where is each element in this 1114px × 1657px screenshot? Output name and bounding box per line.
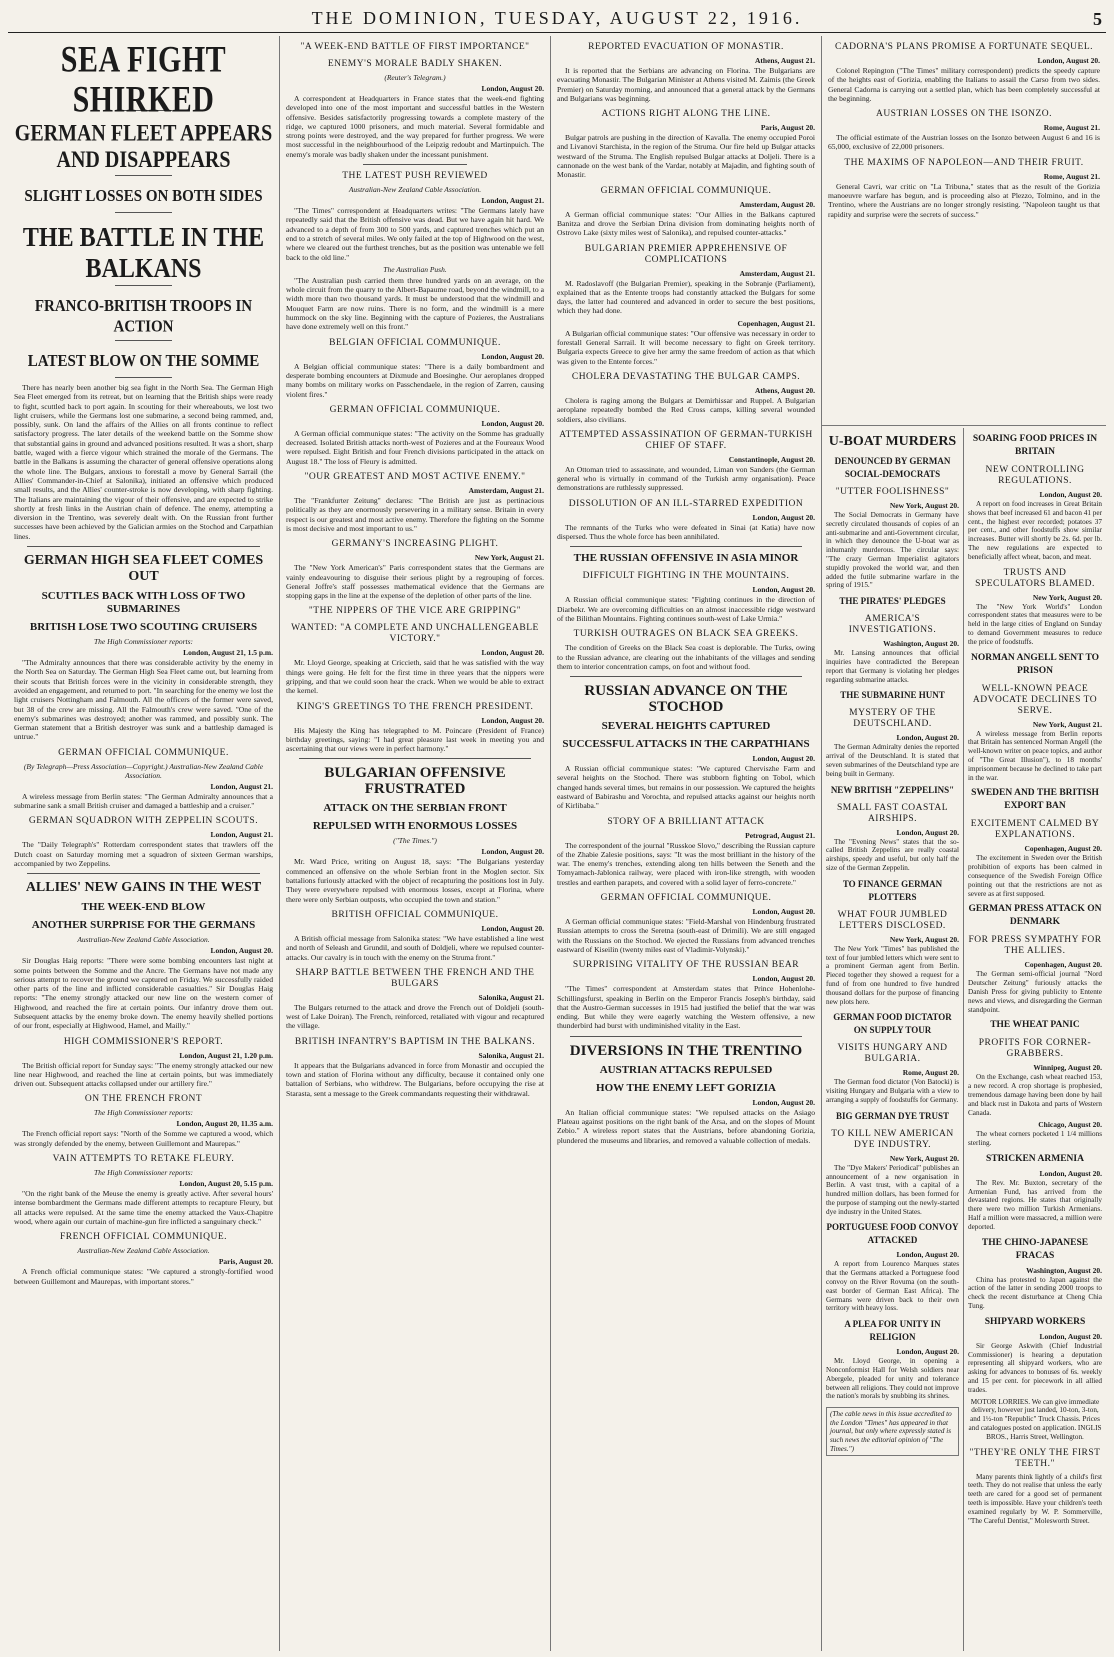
headline-uboat-murders: U-BOAT MURDERS <box>828 434 957 449</box>
article-body: The official estimate of the Austrian losses on the Isonzo between August 6 and 16 is 65,000, exclusive of 22,000 prisoners. <box>828 133 1100 152</box>
article-body: The remnants of the Turks who were defeated in Sinai (at Katia) have now dispersed. Thus the whole force has been annihilated. <box>557 522 815 542</box>
section-head: "UTTER FOOLISHNESS" <box>835 487 950 497</box>
columns <box>8 36 1106 1651</box>
credit: Australian-New Zealand Cable Association. <box>348 185 482 195</box>
article-body: The "Evening News" states that the so-called British Zeppelins are really coastal airships, speedy and useful, but only half the size of the German Zeppelin. <box>826 837 959 872</box>
section-head: PROFITS FOR CORNER-GRABBERS. <box>978 1038 1092 1060</box>
dateline: Chicago, August 20. <box>1038 1120 1102 1130</box>
advert-dentist: Many parents think lightly of a child's first teeth. They do not realise that unless the early teeth are cared for a good set of permanent teeth is impossible. Have your children's teeth examined regularly by W. P. Sommerville, "The Careful Dentist," Molesworth Street. <box>968 1472 1102 1525</box>
article-body: The French official report says: "North of the Somme we captured a wood, which was strongly defended by the enemy, between Guillemont and Maurepas." <box>14 1129 273 1148</box>
article-body: The "Dye Makers' Periodical" publishes an announcement of a new organisation in Berlin. A vast trust, with a capital of a hundred million dollars, has been formed for the purpose of stamping out the newly-started dye industry in the United States. <box>826 1163 959 1216</box>
article-body: A Russian official communique states: "We captured Cherviszhe Farm and several heights on the Stochod. There was stubborn fighting on Tobol, which changed hands several times, but remains in our possession. We captured the heights eastward of Babirashu and Vorochta, and repulsed attacks against our heights north of Kirlibaba." <box>557 764 815 811</box>
section-head: "A WEEK-END BATTLE OF FIRST IMPORTANCE" <box>300 42 530 52</box>
section-head: VAIN ATTEMPTS TO RETAKE FLEURY. <box>52 1154 235 1165</box>
dateline: Rome, August 21. <box>1043 123 1100 133</box>
headline-stricken-armenia: STRICKEN ARMENIA <box>986 1153 1084 1164</box>
dateline: London, August 21. <box>481 196 544 206</box>
subhead: The Australian Push. <box>383 264 447 274</box>
section-head: VISITS HUNGARY AND BULGARIA. <box>837 1043 948 1065</box>
divider <box>570 546 802 547</box>
dateline: Winnipeg, August 20. <box>1033 1063 1102 1073</box>
headline-dye-trust: BIG GERMAN DYE TRUST <box>835 1110 950 1121</box>
column-4-left <box>822 428 964 1651</box>
article-body: The New York "Times" has published the text of four jumbled letters which were sent to a prominent German agent from Berlin. Pieced together they showed a request for a fund of from one hundred to five hundred thousand dollars for the purpose of financing new plots here. <box>826 944 959 1006</box>
credit: ("The Times.") <box>393 836 437 846</box>
credit: The High Commissioner reports: <box>93 1108 194 1118</box>
article-body: A German official communique states: "Field-Marshal von Hindenburg frustrated Russian attempts to cross the Seretna (south-east of Drimili). We are still engaged with the Russians on the Stochod. We ejected the Russians from advanced trenches eastward of Kiseilin (twenty miles east of Vladimir-Volynski)." <box>557 917 815 954</box>
article-body: A wireless message from Berlin states: "The German Admiralty announces that a submarine sank a small British cruiser and damaged a battleship and a cruiser." <box>14 791 273 811</box>
masthead-title: THE DOMINION, TUESDAY, AUGUST 22, 1916. <box>311 8 803 28</box>
intro-paragraph: There has nearly been another big sea fight in the North Sea. The German High Sea Fleet emerged from its retreat, but on learning that the British ships were ready to fight, scuttled back to port again. In scouting for their whereabouts, we lost two light cruisers, while the Germans lost one submarine, a second being rammed, and, possibly, sunk. On land the affairs of the Allies on all fronts continue to reflect satisfactory progress. The later details of the weekend battle on the Somme show that substantial gains in ground and advanced positions resulted. It was a short, sharp battle, waged with a fierce vigour which strained the morale of the Germans. The battle in the Balkans is assuming the character of general offensive operations along the whole line. The Bulgars, anxious to forestall a move by General Sarrail (the Allies' Commander-in-Chief at Salonika), initiated an offensive which produced small results, and the Allies' counter-stroke is now developing, with sharp fighting. The Italians are maintaining the vigour of their offensive, and are expected to strike shortly at fresh links in the Austrian chain of defence. The enemy, attempting a diversion in the Trentino, was severely dealt with. On the Russian front further successes have been achieved by the Galician armies on the Stochod and Carpathian lines. <box>14 383 273 541</box>
headline-bulgarian-offensive: BULGARIAN OFFENSIVE FRUSTRATED <box>324 765 506 798</box>
headline-british-lose: BRITISH LOSE TWO SCOUTING CRUISERS <box>29 621 258 634</box>
column-3 <box>551 36 822 1651</box>
dateline: London, August 20. <box>1037 56 1100 65</box>
section-head: CADORNA'S PLANS PROMISE A FORTUNATE SEQUEL. <box>834 42 1094 52</box>
headline-latest-blow: LATEST BLOW ON THE SOMME <box>27 352 260 371</box>
article-body: A Belgian official communique states: "There is a daily bombardment and desperate bombing encounters at Dixmude and Boesinghe. Our aeroplanes dropped many bombs on military works on Passchendaele, in the region of Zarren, causing violent fires." <box>286 361 544 399</box>
divider <box>570 676 802 677</box>
section-head: FOR PRESS SYMPATHY FOR THE ALLIES. <box>968 935 1102 957</box>
article-body: A Russian official communique states: "Fighting continues in the direction of Diarbekr. We are overcoming difficulties on an almost inaccessible ridge westward of the Bilithan Mountains. Fighting continues south-west of Lake Urmia." <box>557 595 815 623</box>
headline-food-dictator: GERMAN FOOD DICTATOR ON SUPPLY TOUR <box>833 1012 952 1036</box>
headline-sea-fight: SEA FIGHT SHIRKED <box>60 38 227 120</box>
dateline: Salonika, August 21. <box>478 1050 544 1060</box>
masthead <box>8 6 1106 33</box>
section-head: GERMAN OFFICIAL COMMUNIQUE. <box>600 185 772 196</box>
credit: (Reuter's Telegram.) <box>384 73 446 82</box>
article-body: A British official message from Salonika states: "We have established a line west and north of Seleash and Grundil, and south of Doldjeli, where we repulsed counter-attacks. Our cavalry is in touch with the enemy on the Struma front." <box>286 933 544 962</box>
section-head: TRUSTS AND SPECULATORS BLAMED. <box>975 567 1095 589</box>
section-head: HIGH COMMISSIONER'S REPORT. <box>63 1036 224 1047</box>
article-body: A German official communique states: "Our Allies in the Balkans captured Banitza and drove the Serbian Drina division from dominating heights north of Ostrovo Lake (sixty miles west of Salonika), and repulsed counter-attacks." <box>557 209 815 238</box>
article-body: An Ottoman tried to assassinate, and wounded, Liman von Sanders (the German general who is virtually in command of the Turkish army organisation). Peace demonstrations are ruthlessly suppressed. <box>557 464 815 493</box>
dateline: London, August 20. <box>481 351 544 361</box>
section-head: AMERICA'S INVESTIGATIONS. <box>848 614 937 636</box>
headline-repulsed: REPULSED WITH ENORMOUS LOSSES <box>312 820 518 833</box>
dateline: New York, August 21. <box>1032 719 1102 729</box>
section-head: GERMANY'S INCREASING PLIGHT. <box>331 539 499 550</box>
section-head: BULGARIAN PREMIER APPREHENSIVE OF COMPLICATIONS <box>584 243 788 265</box>
article-body: A report from Lourenco Marques states that the Germans attacked a Portuguese food convoy on the River Rovuma (on the south-east border of German East Africa). The Germans were driven back to their own territory with heavy loss. <box>826 1260 959 1313</box>
divider <box>299 758 531 759</box>
editorial-note: (The cable news in this issue accredited to the London "Times" has appeared in that journal, but only where expressly stated is such news the editorial opinion of "The Times.") <box>826 1407 959 1456</box>
section-head: ATTEMPTED ASSASSINATION OF GERMAN-TURKISH CHIEF OF STAFF. <box>559 429 813 451</box>
dateline: London, August 20. <box>752 1097 815 1107</box>
headline-sweden-export: SWEDEN AND THE BRITISH EXPORT BAN <box>971 788 1099 812</box>
article-body: The British official report for Sunday says: "The enemy strongly attacked our new line near Highwood, and reached the line at certain points, but was immediately driven out. Subsequent attacks collapsed under our artillery fire." <box>14 1060 273 1089</box>
dateline: Copenhagen, August 21. <box>737 318 815 328</box>
section-head: BRITISH OFFICIAL COMMUNIQUE. <box>331 909 499 920</box>
article-body: The German semi-official journal "Nord Deutscher Zeitung" furiously attacks the Danish Press for giving publicity to Entente news and views, and disregarding the German standpoint. <box>968 970 1102 1014</box>
article-body: It appears that the Bulgarians advanced in force from Monastir and occupied the town and station of Florina without any difficulty, because it contained only one battalion of Serbians, who withdrew. The Bulgarians, before occupying the rise at Starasta, sent a message to the Greek commandants requesting their withdrawal. <box>286 1060 544 1098</box>
section-head: TURKISH OUTRAGES ON BLACK SEA GREEKS. <box>573 629 799 640</box>
section-head: SURPRISING VITALITY OF THE RUSSIAN BEAR <box>572 960 800 971</box>
headline-british-zeppelins: NEW BRITISH "ZEPPELINS" <box>830 784 955 795</box>
dateline: London, August 20. <box>896 1250 959 1260</box>
headline-scuttles-back: SCUTTLES BACK WITH LOSS OF TWO SUBMARINES <box>41 590 246 616</box>
article-body: An Italian official communique states: "We repulsed attacks on the Asiago Plateau against positions on the right bank of the Arsa, and on the slopes of Mount Zebio." A wireless report states that the Austrians, before abandoning Gorizia, plundered the museums and libraries, and removed a valuable collection of medals. <box>557 1107 815 1145</box>
article-body: "On the right bank of the Meuse the enemy is greatly active. After several hours' intense bombardment the Germans made different attempts to recapture Fleury, but all attacks were repulsed. At the same time the enemy attacked the Vaux-Chapitre wood, where again our curtain of machine-gun fire inflicted a sanguinary check." <box>14 1189 273 1226</box>
headline-pirates-pledges: THE PIRATES' PLEDGES <box>839 596 946 607</box>
dateline: London, August 20. <box>896 827 959 837</box>
article-body: His Majesty the King has telegraphed to M. Poincare (President of France) birthday greetings, saying: "I had great pleasure last week in meeting you and ascertaining that our views were in perfect harmony." <box>286 725 544 754</box>
headline-food-prices: SOARING FOOD PRICES IN BRITAIN <box>972 434 1098 457</box>
divider <box>115 212 172 213</box>
headline-unity-religion: A PLEA FOR UNITY IN RELIGION <box>844 1319 941 1343</box>
dateline: New York, August 20. <box>889 1153 959 1163</box>
article-body: A Bulgarian official communique states: "Our offensive was necessary in order to forestall General Sarrail. It will become necessary to fight on Greek territory. Bulgaria expects Greece to give her army the same freedom of action as that which was given to the Entente forces." <box>557 328 815 366</box>
dateline: London, August 21, 1.20 p.m. <box>179 1050 273 1060</box>
headline-franco-british: FRANCO-BRITISH TROOPS IN ACTION <box>34 297 253 337</box>
dateline: London, August 20. <box>481 648 544 658</box>
article-body: The condition of Greeks on the Black Sea coast is deplorable. The Turks, owing to the Russian advance, are clearing out the inhabitants of the villages and sending them to interior concentration camps, on foot and without food. <box>557 643 815 671</box>
section-head: "THEY'RE ONLY THE FIRST TEETH." <box>969 1447 1101 1469</box>
dateline: London, August 20. <box>1039 1331 1102 1341</box>
dateline: Athens, August 21. <box>754 56 815 65</box>
article-body: The Social Democrats in Germany have secretly circulated thousands of copies of an anti-submarine and anti-Government circular, in which they denounce the U-boat war as inhumanly murderous. The circular says: "The crazy German Imperialist agitators stupidly provoked the world war, and then added the futile submarine warfare in the spring of 1915." <box>826 511 959 590</box>
credit: Australian-New Zealand Cable Association. <box>77 935 210 945</box>
divider <box>570 1036 802 1037</box>
article-body: Sir George Askwith (Chief Industrial Commissioner) is hearing a deputation representing all shipyard workers, who are asking for advances to bonuses of 6s. weekly and 15 per cent. for piecework in all allied trades. <box>968 1341 1102 1394</box>
article-body: Sir Douglas Haig reports: "There were some bombing encounters last night at some points between the Somme and the Ancre. The Germans have not made any serious attempt to recover the ground we captured on Friday. We successfully raided other parts of the line and inflicted considerable casualties." Sir Douglas Haig reports: "The enemy strongly attacked our new line on the western corner of Highwood, and reached the fire at certain points. Our infantry drove them out. Subsequent attacks by the enemy broke down. The enemy heavily shelled portions of our front, especially at Highwood, Hamel, and Mailly." <box>14 956 273 1031</box>
article-body: M. Radoslavoff (the Bulgarian Premier), speaking in the Sobranje (Parliament), explained that as the Entente troops had constantly attacked the Bulgars for some days, the latter had countered and advanced in order to secure the best positions, which they had done. <box>557 278 815 316</box>
dateline: London, August 20. <box>752 974 815 984</box>
section-head: WANTED: "A COMPLETE AND UNCHALLENGEABLE VICTORY." <box>291 623 539 645</box>
dateline: London, August 20. <box>752 585 815 595</box>
dateline: Constantinople, August 20. <box>728 454 815 464</box>
dateline: London, August 20. <box>481 715 544 725</box>
section-head: AUSTRIAN LOSSES ON THE ISONZO. <box>875 109 1053 120</box>
headline-shipyard-workers: SHIPYARD WORKERS <box>984 1316 1086 1327</box>
article-body: The Bulgars returned to the attack and drove the French out of Doldjeli (south-west of Lake Doiran). The French, reinforced, retaliated with vigour and recaptured the village. <box>286 1002 544 1031</box>
divider <box>27 546 260 547</box>
dateline: Rome, August 20. <box>902 1068 959 1078</box>
headline-heights-captured: SEVERAL HEIGHTS CAPTURED <box>601 720 771 733</box>
divider <box>115 377 172 378</box>
article-body: The "New York World's" London correspondent states that measures were to be held in the large cities of England on Sunday to demand Government measures to reduce the price of foodstuffs. <box>968 602 1102 646</box>
section-head: "OUR GREATEST AND MOST ACTIVE ENEMY." <box>304 472 526 483</box>
dateline: London, August 20. <box>896 1347 959 1357</box>
section-head: CHOLERA DEVASTATING THE BULGAR CAMPS. <box>571 371 801 382</box>
dateline: London, August 21. <box>210 781 273 791</box>
headline-austrian-attacks: AUSTRIAN ATTACKS REPULSED <box>599 1063 773 1076</box>
article-body: A German official communique states: "The activity on the Somme has gradually decreased. Isolated British attacks north-west of Pozieres and at the Foureaux Wood were repulsed. Eight British and four French divisions participated in the attack on August 18." The loss of Fleury is admitted. <box>286 428 544 466</box>
dateline: Petrograd, August 21. <box>745 830 815 840</box>
advert-motor-lorries: MOTOR LORRIES. We can give immediate delivery, however just landed, 10-ton, 3-ton, and 1½-ton "Republic" Truck Chassis. Prices and catalogues posted on application. INGLIS BROS., Harris Street, Wellington. <box>968 1397 1102 1441</box>
article-body: A wireless message from Berlin reports that Britain has sentenced Norman Angell (the well-known writer on peace topics, and author of "The Great Illusion"), to 18 months' imprisonment because he declined to take part in the war. <box>968 729 1102 782</box>
dateline: London, August 20. <box>752 907 815 917</box>
article-body: "The Times" correspondent at Headquarters writes: "The Germans lately have repeatedly said that the British offensive was dead. But we have again hit hard. We advanced to a depth of from 300 to 500 yards, and captured trenches which put an end to a stretch of several miles. We only failed at the top of Highwood on the west, where we cleared out the furthest trenches, but as the position was untenable we fell back to the old line." <box>286 206 544 262</box>
headline-battle-balkans: THE BATTLE IN THE BALKANS <box>22 223 265 284</box>
article-body: The Rev. Mr. Buxton, secretary of the Armenian Fund, has arrived from the devastated regions. He states that originally there were two million Turkish Armenians. Half a million were massacred, a million were deported. <box>968 1178 1102 1231</box>
dateline: London, August 21. <box>210 830 273 840</box>
section-head: MYSTERY OF THE DEUTSCHLAND. <box>849 708 936 730</box>
section-head: GERMAN OFFICIAL COMMUNIQUE. <box>329 404 501 415</box>
headline-trentino: DIVERSIONS IN THE TRENTINO <box>569 1042 803 1059</box>
headline-russian-stochod: RUSSIAN ADVANCE ON THE STOCHOD <box>584 683 788 716</box>
article-body: The "New York American's" Paris correspondent states that the Germans are vainly endeavouring to disguise their serious plight by a regrouping of forces. General Joffre's staff possesses mathematical evidence that the Germans are stopping gaps in the line at the expense of the depletion of other parts of the line. <box>286 563 544 601</box>
dateline: Rome, August 21. <box>1043 171 1100 181</box>
dateline: Copenhagen, August 20. <box>1024 844 1102 854</box>
column-4-top <box>822 36 1106 426</box>
dateline: London, August 20. <box>752 512 815 522</box>
section-head: WELL-KNOWN PEACE ADVOCATE DECLINES TO SERVE. <box>972 683 1098 716</box>
article-body: A correspondent at Headquarters in France states that the week-end fighting developed into one of the most important and successful battles in the Western offensive. Besides satisfactorily progressing towards a complete mastery of the ridge, we captured 1000 prisoners, and much material. Several formidable and strong points were destroyed, and the way prepared for further progress. We were most successful in the neighbourhood of the Leipzig redoubt and Martinpuich. The enemy's morale was badly shaken under the incessant punishment. <box>286 94 544 159</box>
headline-another-surprise: ANOTHER SURPRISE FOR THE GERMANS <box>31 919 256 932</box>
divider <box>115 285 172 286</box>
headline-norman-angell: NORMAN ANGELL SENT TO PRISON <box>970 652 1100 676</box>
dateline: London, August 20. <box>481 847 544 857</box>
headline-wheat-panic: THE WHEAT PANIC <box>990 1020 1080 1031</box>
section-head: BRITISH INFANTRY'S BAPTISM IN THE BALKANS. <box>294 1036 536 1047</box>
divider <box>115 340 172 341</box>
article-body: "The Australian push carried them three hundred yards on an average, on the whole circuit from the quarry to the Albert-Bapaume road, beyond the windmill, to a width more than two thousand yards. It must be understood that the windmill and Mouquet Farm are now ruins. There is no form, and the windmill is a mere hummock on the sky line. Beginning with the capture of Pozieres, the Australians have done extremely well on this front." <box>286 275 544 332</box>
dateline: Athens, August 20. <box>754 385 815 395</box>
divider <box>363 164 466 165</box>
article-body: "The Admiralty announces that there was considerable activity by the enemy in the North Sea on Saturday. The German High Sea Fleet came out, but learning from their scouts that British forces were in the vicinity in considerable strength, they avoided an engagement, and returned to port. "In searching for the enemy we lost the light cruisers Nottingham and Falmouth. All the officers of the former were saved, but 38 of the crew are missing. All the Falmouth's crew were saved. "One of the enemy's submarines was destroyed; another was rammed, and possibly sunk. The German statement that a British destroyer was sunk and a battleship damaged is untrue." <box>14 658 273 742</box>
article-body: "The Times" correspondent at Amsterdam states that Prince Hohenlohe-Schillingsfurst, speaking in Berlin on the Emperor Francis Joseph's birthday, said that the Austro-German successes in 1915 had justified the belief that the war was ending. But while they were eagerly watching the Western offensive, a new thunderbird had burst with undiminished vitality in the East. <box>557 984 815 1031</box>
article-body: The wheat corners pocketed 1 1/4 millions sterling. <box>968 1130 1102 1148</box>
article-body: Mr. Ward Price, writing on August 18, says: "The Bulgarians yesterday commenced an offensive on the whole Serbian front in the Moglen sector. Six battalions furiously attacked with the object of recapturing the positions lost in July. They were everywhere repulsed with enormous losses, except at Florina, where there were only Serbian outposts, who occupied the town and station." <box>286 857 544 904</box>
dateline: Paris, August 20. <box>218 1257 273 1267</box>
headline-portuguese-convoy: PORTUGUESE FOOD CONVOY ATTACKED <box>826 1222 959 1246</box>
headline-allies-gains: ALLIES' NEW GAINS IN THE WEST <box>25 880 262 896</box>
headline-serbian-front: ATTACK ON THE SERBIAN FRONT <box>323 802 507 815</box>
article-body: The excitement in Sweden over the British prohibition of exports has been calmed in consequence of the Swedish Foreign Office pointing out that the restrictions are not as severe as at first supposed. <box>968 854 1102 898</box>
article-body: The German Admiralty denies the reported arrival of the Deutschland. It is stated that seven submarines of the Deutschland type are being built in Germany. <box>826 743 959 778</box>
headline-slight-losses: SLIGHT LOSSES ON BOTH SIDES <box>24 187 263 206</box>
section-head: THE LATEST PUSH REVIEWED <box>342 171 488 182</box>
column-4 <box>822 36 1106 1651</box>
article-body: China has protested to Japan against the action of the latter in sending 2000 troops to check the recent disturbance at Cheng Chia Tung. <box>968 1275 1102 1311</box>
article-body: The "Frankfurter Zeitung" declares: "The British are just as pertinacious politically as they are enormously persevering in a military sense. Britain in every respect is our greatest and most active enemy. Therefore the fighting on the Somme is most decisive and most important to us." <box>286 496 544 533</box>
dateline: Washington, August 20. <box>1026 1265 1102 1275</box>
dateline: London, August 20, 5.15 p.m. <box>179 1179 273 1189</box>
article-body: It is reported that the Serbians are advancing on Florina. The Bulgarians are evacuating Monastir. The Bulgarian Minister at Athens visited M. Zaimis (the Greek Premier) on Saturday morning, and announced that a general attack by the Germans and Bulgarians was beginning. <box>557 66 815 103</box>
headline-carpathians: SUCCESSFUL ATTACKS IN THE CARPATHIANS <box>562 738 810 751</box>
dateline: New York, August 20. <box>889 501 959 510</box>
dateline: New York, August 20. <box>889 934 959 944</box>
dateline: Washington, August 20. <box>883 639 959 649</box>
dateline: New York, August 21. <box>474 553 544 563</box>
article-body: On the Exchange, cash wheat reached 153, a new record. A crop shortage is prophesied, tremendous damage having been done by hail and black rust in Dakota and parts of Western Canada. <box>968 1073 1102 1117</box>
column-2 <box>280 36 551 1651</box>
headline-weekend-blow: THE WEEK-END BLOW <box>81 901 206 914</box>
section-head: GERMAN OFFICIAL COMMUNIQUE. <box>58 747 229 758</box>
column-4-bottom <box>822 428 1106 1651</box>
divider <box>115 175 172 176</box>
article-body: Bulgar patrols are pushing in the direction of Kavalla. The enemy occupied Poroi and Livanovi Starchista, in the region of the Struma. Our fire held up Bulgar attacks westward of the Struma. The English repulsed Bulgar attacks at Doljeli. There is a cannonade on the west bank of the Vardar, notably at Majadin, and fighting south of Monastir. <box>557 133 815 180</box>
section-head: THE MAXIMS OF NAPOLEON—AND THEIR FRUIT. <box>844 157 1084 168</box>
dateline: Paris, August 20. <box>760 123 815 133</box>
article-body: General Cavri, war critic on "La Tribuna," states that as the result of the Gorizia manoeuvre warfare has begun, and is proceeding also at Plezzo, Tolmino, and in the Trentino, where the Austrians are no longer strongly resisting. "Napoleon taught us that rapidity and surprise were the secrets of success." <box>828 181 1100 219</box>
dateline: Amsterdam, August 21. <box>468 486 544 496</box>
dateline: London, August 20. <box>481 923 544 933</box>
section-head: GERMAN OFFICIAL COMMUNIQUE. <box>600 893 772 904</box>
dateline: New York, August 20. <box>1032 592 1102 602</box>
article-body: Cholera is raging among the Bulgars at Demirhissar and Ruppel. A Bulgarian aeroplane repeatedly bombed the Red Cross camps, killing several wounded soldiers, also civilians. <box>557 395 815 424</box>
section-head: TO KILL NEW AMERICAN DYE INDUSTRY. <box>831 1128 954 1150</box>
headline-german-fleet: GERMAN FLEET APPEARS AND DISAPPEARS <box>14 121 273 173</box>
column-1 <box>8 36 280 1651</box>
article-body: The German food dictator (Von Batocki) is visiting Hungary and Bulgaria with a view to arranging a supply of foodstuffs for Germany. <box>826 1078 959 1104</box>
headline-russian-asia: THE RUSSIAN OFFENSIVE IN ASIA MINOR <box>573 552 799 565</box>
article-body: Mr. Lloyd George, speaking at Criccieth, said that he was satisfied with the way things were going. He felt for the first time in three years that the nippers were gripping, and that we could soon hear the crack. When we would be able to extract the kernel. <box>286 658 544 696</box>
section-head: NEW CONTROLLING REGULATIONS. <box>985 465 1085 486</box>
credit: Australian-New Zealand Cable Association. <box>77 1246 210 1256</box>
dateline: Salonika, August 21. <box>478 992 544 1002</box>
section-head: ON THE FRENCH FRONT <box>84 1094 203 1105</box>
article-body: The "Daily Telegraph's" Rotterdam correspondent states that trawlers off the Dutch coast on Saturday morning met a squadron of sixteen German warships, accompanied by two Zeppelins. <box>14 840 273 868</box>
dateline: Amsterdam, August 20. <box>739 199 815 209</box>
dateline: London, August 20. <box>210 946 273 956</box>
page-number: 5 <box>1093 9 1102 29</box>
section-head: GERMAN SQUADRON WITH ZEPPELIN SCOUTS. <box>28 816 259 827</box>
credit: (By Telegraph—Press Association—Copyright.) Australian-New Zealand Cable Association. <box>23 761 264 780</box>
section-head: FRENCH OFFICIAL COMMUNIQUE. <box>59 1232 227 1243</box>
dateline: London, August 20. <box>1039 490 1102 499</box>
dateline: London, August 21, 1.5 p.m. <box>183 648 273 658</box>
article-body: A French official communique states: "We captured a strongly-fortified wood between Guillemont and Maurepas, with important stores." <box>14 1267 273 1286</box>
section-head: SMALL FAST COASTAL AIRSHIPS. <box>837 802 948 824</box>
headline-press-attack: GERMAN PRESS ATTACK ON DENMARK <box>968 904 1102 928</box>
section-head: WHAT FOUR JUMBLED LETTERS DISCLOSED. <box>837 909 948 931</box>
section-head: DIFFICULT FIGHTING IN THE MOUNTAINS. <box>582 571 790 582</box>
section-head: SHARP BATTLE BETWEEN THE FRENCH AND THE BULGARS <box>295 967 535 989</box>
section-head: STORY OF A BRILLIANT ATTACK <box>607 816 765 827</box>
dateline: London, August 20. <box>752 754 815 764</box>
section-head: ENEMY'S MORALE BADLY SHAKEN. <box>327 59 503 69</box>
article-body: The correspondent of the journal "Russkoe Slovo," describing the Russian capture of the Zhabie Zalesie positions, says: "It was the most brilliant in the history of the war. The enemy's trenches, extending along ten hills between the Seneth and the Tomyamach-Jablonica railway, were placed with iron-like strength, with wooden trestles and earthen parapets, and covered with a solid layer of ferro-concrete." <box>557 840 815 887</box>
column-4-right <box>964 428 1106 1651</box>
headline-finance-plotters: TO FINANCE GERMAN PLOTTERS <box>842 878 943 902</box>
section-head: DISSOLUTION OF AN ILL-STARRED EXPEDITION <box>568 498 804 509</box>
dateline: Amsterdam, August 21. <box>739 268 815 278</box>
dateline: London, August 20. <box>896 733 959 743</box>
section-head: BELGIAN OFFICIAL COMMUNIQUE. <box>329 337 501 348</box>
headline-submarine-hunt: THE SUBMARINE HUNT <box>840 690 945 701</box>
dateline: Copenhagen, August 20. <box>1024 960 1102 970</box>
section-head: REPORTED EVACUATION OF MONASTIR. <box>588 42 784 52</box>
dateline: London, August 20. <box>481 84 544 93</box>
headline-high-sea-fleet: GERMAN HIGH SEA FLEET COMES OUT <box>23 553 264 585</box>
section-head: KING'S GREETINGS TO THE FRENCH PRESIDENT. <box>296 701 534 712</box>
article-body: Mr. Lansing announces that official inquiries have contradicted the Berepean report that Germany is violating her pledges regarding submarine attacks. <box>826 649 959 684</box>
dateline: London, August 20, 11.35 a.m. <box>176 1119 273 1129</box>
dateline: London, August 20. <box>481 418 544 428</box>
headline-denounced: DENOUNCED BY GERMAN SOCIAL-DEMOCRATS <box>834 456 951 479</box>
credit: The High Commissioner reports: <box>93 637 194 647</box>
article-body: Colonel Repington ("The Times" military correspondent) predicts the speedy capture of the heights east of Gorizia, enabling the Italians to assail the Carso from two sides. General Cadorna is carrying out a settled plan, which has been completely successful at the beginning. <box>828 66 1100 103</box>
divider <box>27 873 260 874</box>
section-head: "THE NIPPERS OF THE VICE ARE GRIPPING" <box>308 606 522 617</box>
article-body: Mr. Lloyd George, in opening a Nonconformist Hall for Welsh soldiers near Abergele, pleaded for unity and tolerance between all religions. They could not improve the nation's morals by snubbing its shrines. <box>826 1357 959 1401</box>
credit: The High Commissioner reports: <box>93 1168 194 1178</box>
article-body: A report on food increases in Great Britain shows that beef increased 61 and bacon 41 per cent., the highest ever recorded; potatoes 37 per cent., and other foodstuffs show similar increases. Butter will shortly be 2s. 6d. per lb. The new regulations are expected to beneficially affect wheat, bacon, and meat. <box>968 500 1102 561</box>
section-head: ACTIONS RIGHT ALONG THE LINE. <box>601 109 771 120</box>
dateline: London, August 20. <box>1039 1168 1102 1178</box>
headline-gorizia: HOW THE ENEMY LEFT GORIZIA <box>596 1081 776 1094</box>
headline-chino-japanese: THE CHINO-JAPANESE FRACAS <box>981 1237 1089 1261</box>
section-head: EXCITEMENT CALMED BY EXPLANATIONS. <box>970 819 1100 841</box>
